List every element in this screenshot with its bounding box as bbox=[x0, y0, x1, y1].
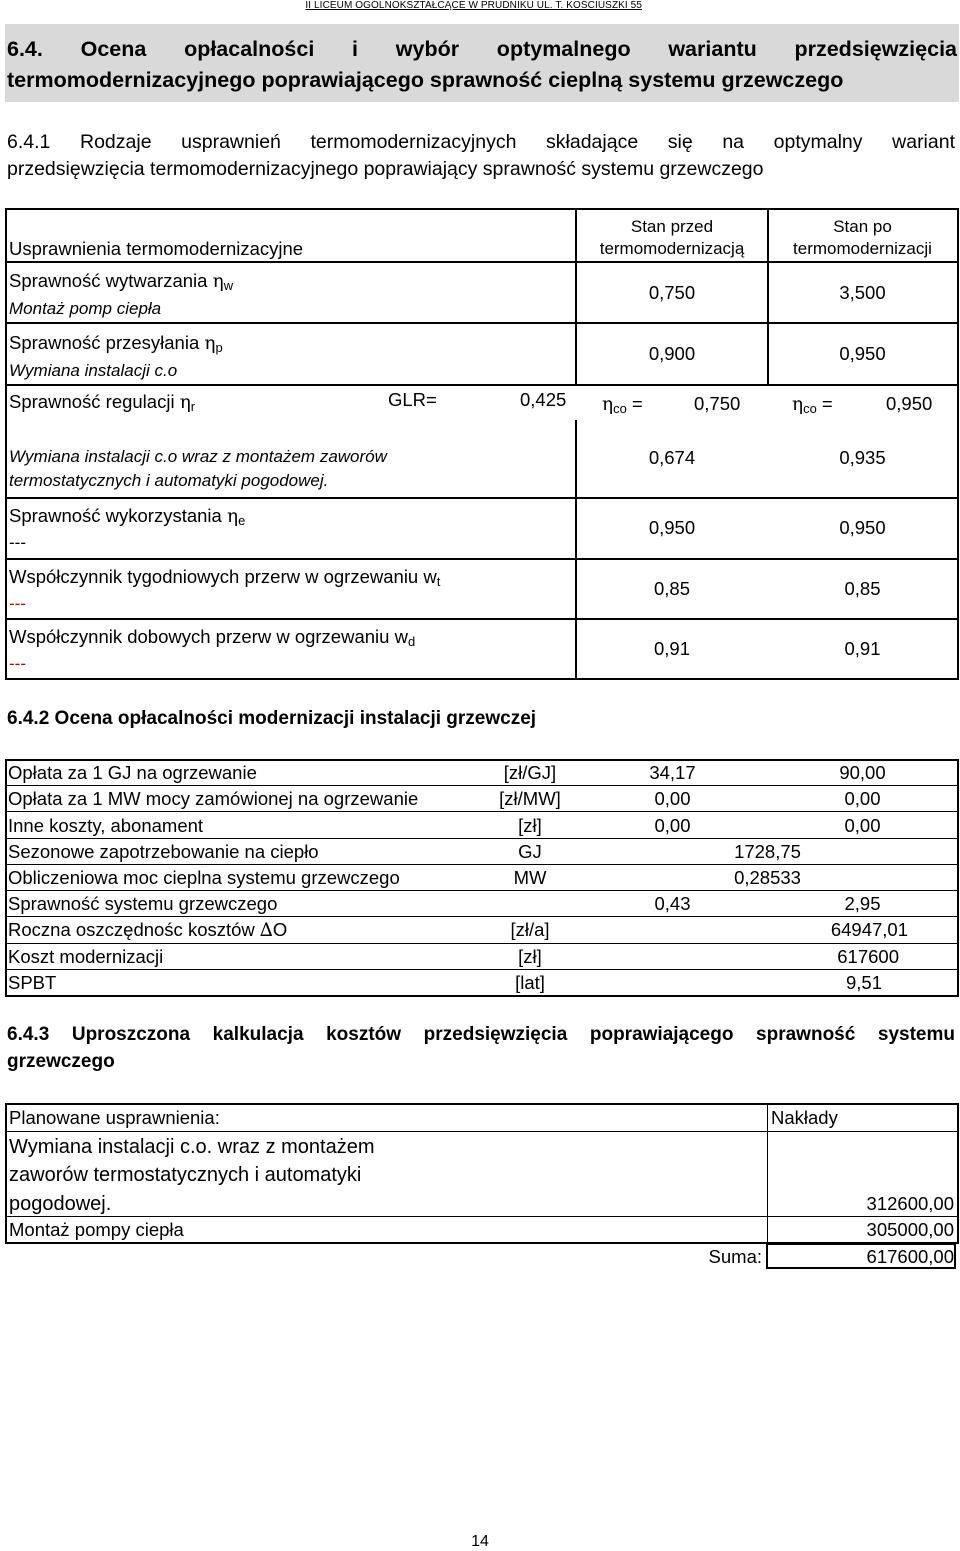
t2-row4-label: Obliczeniowa moc cieplna systemu grzewczego bbox=[8, 867, 400, 888]
school-header: II LICEUM OGÓLNOKSZTAŁCĄCE W PRUDNIKU UL. T. KOŚCIUSZKI 55 bbox=[305, 0, 642, 11]
page-number: 14 bbox=[471, 1533, 489, 1550]
col-header-improvements: Usprawnienia termomodernizacyjne bbox=[9, 238, 304, 259]
row-eta-r-before2: 0,674 bbox=[648, 447, 696, 468]
t3-item1-l2: zaworów termostatycznych i automatyki bbox=[9, 1164, 362, 1186]
t2-row0-before: 34,17 bbox=[649, 762, 696, 783]
row-eta-r-note-l2: termostatycznych i automatyki pogodowej. bbox=[9, 471, 329, 490]
row-eta-w-after: 3,500 bbox=[839, 282, 886, 303]
row-eta-e-note: --- bbox=[9, 533, 26, 552]
eta-co-before-value: 0,750 bbox=[694, 393, 741, 414]
section-6-4-title-line2: termomodernizacyjnego poprawiającego sprawność cieplną systemu grzewczego bbox=[7, 68, 844, 92]
section-6-4-1-title-line2: przedsięwzięcia termomodernizacyjnego poprawiający sprawność systemu grzewczego bbox=[7, 158, 764, 180]
t2-row2-before: 0,00 bbox=[654, 815, 691, 836]
row-eta-w-note: Montaż pomp ciepła bbox=[9, 299, 162, 318]
t2-row4-value: 0,28533 bbox=[734, 867, 801, 888]
eta-co-before-label: $\eta_{co}$ = bbox=[602, 393, 643, 417]
t2-row0-label: Opłata za 1 GJ na ogrzewanie bbox=[8, 762, 257, 783]
col-header-after-l2: termomodernizacji bbox=[793, 239, 932, 258]
t2-row7-value: 617600 bbox=[837, 946, 899, 967]
section-6-4-2-title: 6.4.2 Ocena opłacalności modernizacji instalacji grzewczej bbox=[7, 708, 537, 729]
row-wt-before: 0,85 bbox=[653, 578, 690, 599]
t2-row8-value: 9,51 bbox=[845, 972, 882, 993]
t2-row2-after: 0,00 bbox=[844, 815, 881, 836]
t2-row0-unit: [zł/GJ] bbox=[503, 762, 557, 783]
t2-row5-label: Sprawność systemu grzewczego bbox=[8, 893, 278, 914]
t2-row8-unit: [lat] bbox=[515, 972, 545, 993]
t2-row6-value: 64947,01 bbox=[830, 919, 908, 940]
section-6-4-3-title-line2: grzewczego bbox=[7, 1051, 115, 1072]
row-eta-r-label: Sprawność regulacji $\eta_r$ bbox=[9, 391, 196, 415]
t3-item2-value: 305000,00 bbox=[866, 1219, 954, 1240]
row-eta-r-after2: 0,935 bbox=[839, 447, 886, 468]
t2-row7-unit: [zł] bbox=[518, 946, 542, 967]
t2-row0-after: 90,00 bbox=[839, 762, 886, 783]
row-wt-after: 0,85 bbox=[844, 578, 881, 599]
row-eta-w-before: 0,750 bbox=[648, 282, 696, 303]
row-eta-e-before: 0,950 bbox=[648, 517, 696, 538]
t2-row3-value: 1728,75 bbox=[734, 841, 801, 862]
t2-row6-unit: [zł/a] bbox=[510, 919, 550, 940]
t3-item1-l3: pogodowej. bbox=[9, 1193, 112, 1215]
t2-row1-before: 0,00 bbox=[654, 788, 691, 809]
t3-sum-value: 617600,00 bbox=[866, 1246, 954, 1267]
row-eta-p-before: 0,900 bbox=[648, 343, 696, 364]
row-wd-before: 0,91 bbox=[653, 638, 690, 659]
row-wd-after: 0,91 bbox=[844, 638, 881, 659]
t2-row7-label: Koszt modernizacji bbox=[8, 946, 164, 967]
row-eta-e-label: Sprawność wykorzystania $\eta_e$ bbox=[9, 505, 246, 529]
eta-co-after-label: $\eta_{co}$ = bbox=[792, 393, 833, 417]
row-wd-note: --- bbox=[9, 654, 26, 673]
t2-row2-unit: [zł] bbox=[518, 815, 542, 836]
t2-row1-label: Opłata za 1 MW mocy zamówionej na ogrzewanie bbox=[8, 788, 419, 809]
section-6-4-1-title-line1: 6.4.1 Rodzaje usprawnień termomodernizacyjnych składające się na optymalny wariant bbox=[7, 131, 955, 153]
row-wt-note: --- bbox=[9, 594, 26, 613]
t3-sum-label: Suma: bbox=[708, 1246, 762, 1267]
section-6-4-title-line1: 6.4. Ocena opłacalności i wybór optymalnego wariantu przedsięwzięcia bbox=[7, 37, 957, 61]
row-wd-label: Współczynnik dobowych przerw w ogrzewaniu $w_d$ bbox=[9, 626, 416, 650]
t2-row5-before: 0,43 bbox=[654, 893, 691, 914]
eta-co-after-value: 0,950 bbox=[886, 393, 933, 414]
col-header-before-l2: termomodernizacją bbox=[599, 239, 745, 258]
t2-row3-label: Sezonowe zapotrzebowanie na ciepło bbox=[8, 841, 319, 862]
t2-row1-unit: [zł/MW] bbox=[499, 788, 561, 809]
t2-row3-unit: GJ bbox=[518, 841, 542, 862]
t2-row2-label: Inne koszty, abonament bbox=[8, 815, 204, 836]
row-eta-e-after: 0,950 bbox=[839, 517, 886, 538]
row-eta-p-label: Sprawność przesyłania $\eta_p$ bbox=[9, 332, 223, 356]
t2-row8-label: SPBT bbox=[8, 972, 57, 993]
t2-row5-after: 2,95 bbox=[844, 893, 881, 914]
t3-item1-l1: Wymiana instalacji c.o. wraz z montażem bbox=[9, 1136, 375, 1158]
col-header-after-l1: Stan po bbox=[833, 217, 892, 236]
row-eta-r-note-l1: Wymiana instalacji c.o wraz z montażem zaworów bbox=[9, 447, 387, 466]
t2-row6-label: Roczna oszczędnośc kosztów ∆O bbox=[8, 919, 288, 941]
t3-item1-value: 312600,00 bbox=[866, 1193, 954, 1214]
t2-row1-after: 0,00 bbox=[844, 788, 881, 809]
row-eta-w-label: Sprawność wytwarzania $\eta_w$ bbox=[9, 270, 234, 294]
section-6-4-3-title-line1: 6.4.3 Uproszczona kalkulacja kosztów przedsięwzięcia poprawiającego sprawność systemu bbox=[7, 1024, 955, 1045]
row-eta-p-after: 0,950 bbox=[839, 343, 886, 364]
row-eta-p-note: Wymiana instalacji c.o bbox=[9, 361, 178, 380]
glr-label: GLR= bbox=[388, 389, 437, 410]
t3-head-right: Nakłady bbox=[771, 1107, 838, 1128]
row-wt-label: Współczynnik tygodniowych przerw w ogrzewaniu $w_t$ bbox=[9, 566, 441, 590]
t2-row4-unit: MW bbox=[513, 867, 547, 888]
col-header-before-l1: Stan przed bbox=[630, 217, 714, 236]
t3-head-left: Planowane usprawnienia: bbox=[9, 1107, 220, 1128]
glr-value: 0,425 bbox=[520, 389, 567, 410]
t3-item2: Montaż pompy ciepła bbox=[9, 1219, 184, 1240]
